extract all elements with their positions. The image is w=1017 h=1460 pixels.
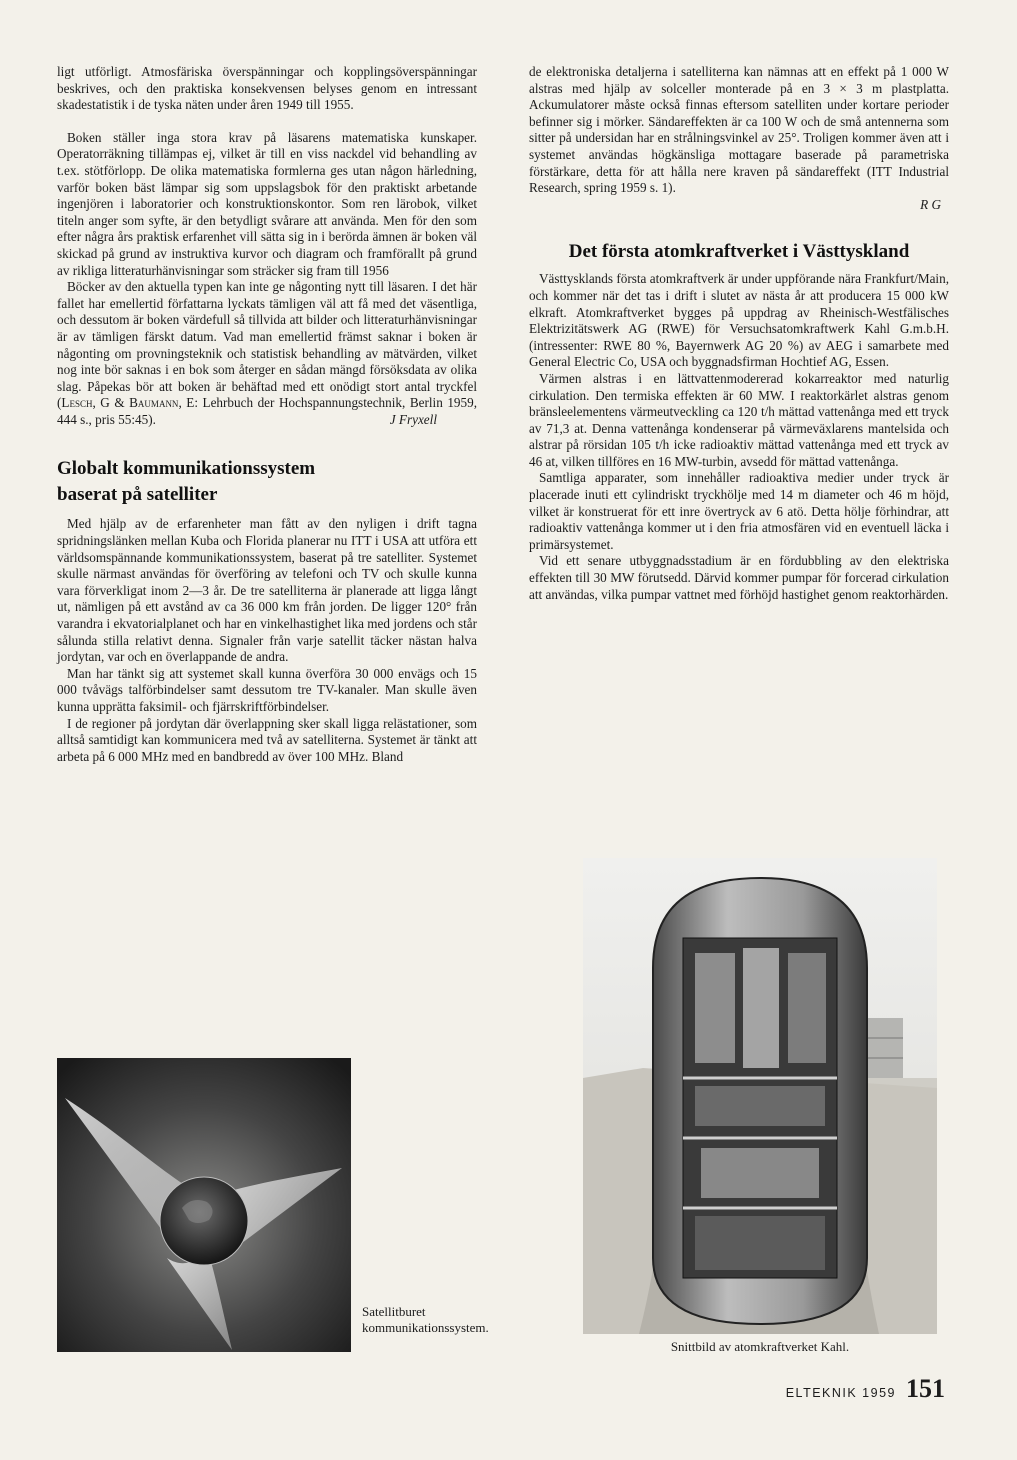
reactor-cutaway-illustration [583,858,937,1334]
satellite-paragraph-3: I de regioner på jordytan där överlappning sker skall ligga relästationer, som alltså samtidigt kan kommunicera med två av satelliterna. Systemet är tänkt att arbeta på 6 000 MHz med en bandbredd av över 100 MHz. Bland [57,715,477,764]
satellite-continuation: de elektroniska detaljerna i satelliterna kan nämnas att en effekt på 1 000 W alstras med hjälp av solceller monterade på en 3 × 3 m plastplatta. Ackumulatorer måste också finnas eftersom satelliten under kortare perioder befinner sig i mörker. Sändareffekten är ca 100 W och de små antennerna som sitter på undersidan har en strålningsvinkel av 25°. Troligen kommer även att i systemet användas högkänsliga mottagare baserade på parametriska förstärkare, detta för att hålla nere kraven på sändareffekt (ITT Industrial Research, spring 1959 s. 1). [529,64,949,196]
satellite-caption: Satellitburet kommunikationssystem. [362,1304,489,1335]
satellite-paragraph-1: Med hjälp av de erfarenheter man fått av den nyligen i drift tagna spridningslänken mellan Kuba och Florida planerar nu ITT i USA att utföra ett världsomspännande kommunikationssystem, baserat på tre satelliter. Systemet skulle närmast användas för överföring av telefoni och TV och skulle kunna vara förverkligat inom 2—3 år. De tre satelliterna är planerade att ligga långt ut, nämligen på ett avstånd av ca 36 000 km från jorden. De ligger 120° från varandra i ekvatorialplanet och har en vinkelhastighet lika med jordens och står sålunda stilla relativt denna. Signaler från varje satellit täcker nästan halva jordytan, var och en överlappande de andra. [57,516,477,665]
nuclear-paragraph-1: Västtysklands första atomkraftverk är under uppförande nära Frankfurt/Main, och kommer när det tas i drift i slutet av nästa år att producera 15 000 kW elkraft. Atomkraftverket bygges på uppdrag av Rheinisch-Westfälisches Elektrizitätswerk AG (RWE) för Versuchsatomkraftwerk Kahl G.m.b.H. (intressenter: RWE 80 %, Bayernwerk AG 20 %) av AEG i samarbete med General Electric Co, USA och byggnadsfirman Hochtief AG, Essen. [529,271,949,370]
satellite-signature: R G [920,196,941,212]
right-column [529,64,949,603]
satellite-illustration [57,1058,351,1352]
author-baumann: Baumann [129,395,179,411]
satellite-paragraph-2: Man har tänkt sig att systemet skall kunna överföra 30 000 envägs och 15 000 tvåvägs talförbindelser samt dessutom tre TV-kanaler. Man skulle även kunna upprätta faksimil- och fjärrskriftförbindelser. [57,665,477,714]
review-paragraph-2: Boken ställer inga stora krav på läsarens matematiska kunskaper. Operatorräkning tillämpas ej, vilket är till en viss nackdel vid behandling av t.ex. stötförlopp. De olika matematiska formlerna ges utan någon härledning, varför boken bäst lämpar sig som uppslagsbok för den praktiskt arbetande ingenjören i laboratorier och konstruktionskontor. Som ren lärobok, vilket titeln anger som syfte, är den betydligt svårare att använda. Men för den som efter några års praktisk erfarenhet vill sätta sig in i berörda ämnen är boken väl skickad på grund av instruktiva kurvor och diagram och framförallt på grund av rikliga litteraturhänvisningar som sträcker sig fram till 1956 [57,129,477,278]
reactor-cutaway-image [583,858,937,1334]
review-paragraph-1: ligt utförligt. Atmosfäriska överspänningar och kopplingsöverspänningar beskrives, och den praktiska konsekvensen belyses genom en intressant skadestatistik i de tyska näten under åren 1949 till 1955. [57,64,477,113]
nuclear-paragraph-4: Vid ett senare utbyggnadsstadium är en fördubbling av den elektriska effekten till 30 MW förutsedd. Därvid kommer pumpar för forcerad cirkulation att användas, vilka pumpar vattnet med förhöjd hastighet genom reaktorhärden. [529,553,949,602]
review-paragraph-3: Böcker av den aktuella typen kan inte ge någonting nytt till läsaren. I det här fallet har emellertid författarna lyckats tämligen väl att få med det väsentliga, och dessutom är boken värdefull så tillvida att bilder och litteraturhänvisningar är av tämligen färskt datum. Vad man emellertid främst saknar i boken är någonting om provningsteknik och statistisk behandling av mätvärden, vilket nog inte bör saknas i en bok som återger en sådan mängd försöksdata av olika slag. Påpekas bör att boken är behäftad med ett onödigt stort antal tryckfel (Lesch, G & Baumann, E: Lehrbuch der Hochspannungstechnik, Berlin 1959, 444 s., pris 55:45). J Fryxell [57,279,477,427]
nuclear-paragraph-2: Värmen alstras i en lättvattenmodererad kokarreaktor med naturlig cirkulation. Den termiska effekten är 60 MW. I reaktorkärlet alstras genom bränsleelementens värmeutveckling ca 120 t/h mättad vattenånga med ett tryck av 71,3 at. Denna vattenånga kondenserar på värmeväxlarens mantelsida och alstrar på rörsidan 105 t/h icke radioaktiv mättad vattenånga med ett tryck av 46 at, vilken tillföres en 16 MW-turbin, avsedd för mättad vattenånga. [529,370,949,469]
magazine-name: ELTEKNIK 1959 [785,1386,896,1400]
reactor-caption: Snittbild av atomkraftverket Kahl. [670,1339,850,1354]
nuclear-paragraph-3: Samtliga apparater, som innehåller radioaktiva medier under tryck är placerade inuti ett cylindriskt tryckhölje med 14 m diameter och 46 m höjd, vilket är konstruerat för ett inre övertryck av 6 atö. Detta hölje förhindrar, att radioaktiv vattenånga kommer ut i den fria atmosfären vid en eventuell läcka i primärsystemet. [529,470,949,552]
page-footer [786,1374,945,1404]
satellite-coverage-image [57,1058,351,1352]
author-lesch: Lesch [61,395,93,411]
satellite-article-title: Globalt kommunikationssystem baserat på satelliter [57,458,316,506]
review-signature: J Fryxell [389,411,437,427]
page-number: 151 [906,1374,945,1403]
left-column [57,64,477,765]
nuclear-article-title: Det första atomkraftverket i Västtyskland [568,241,910,263]
